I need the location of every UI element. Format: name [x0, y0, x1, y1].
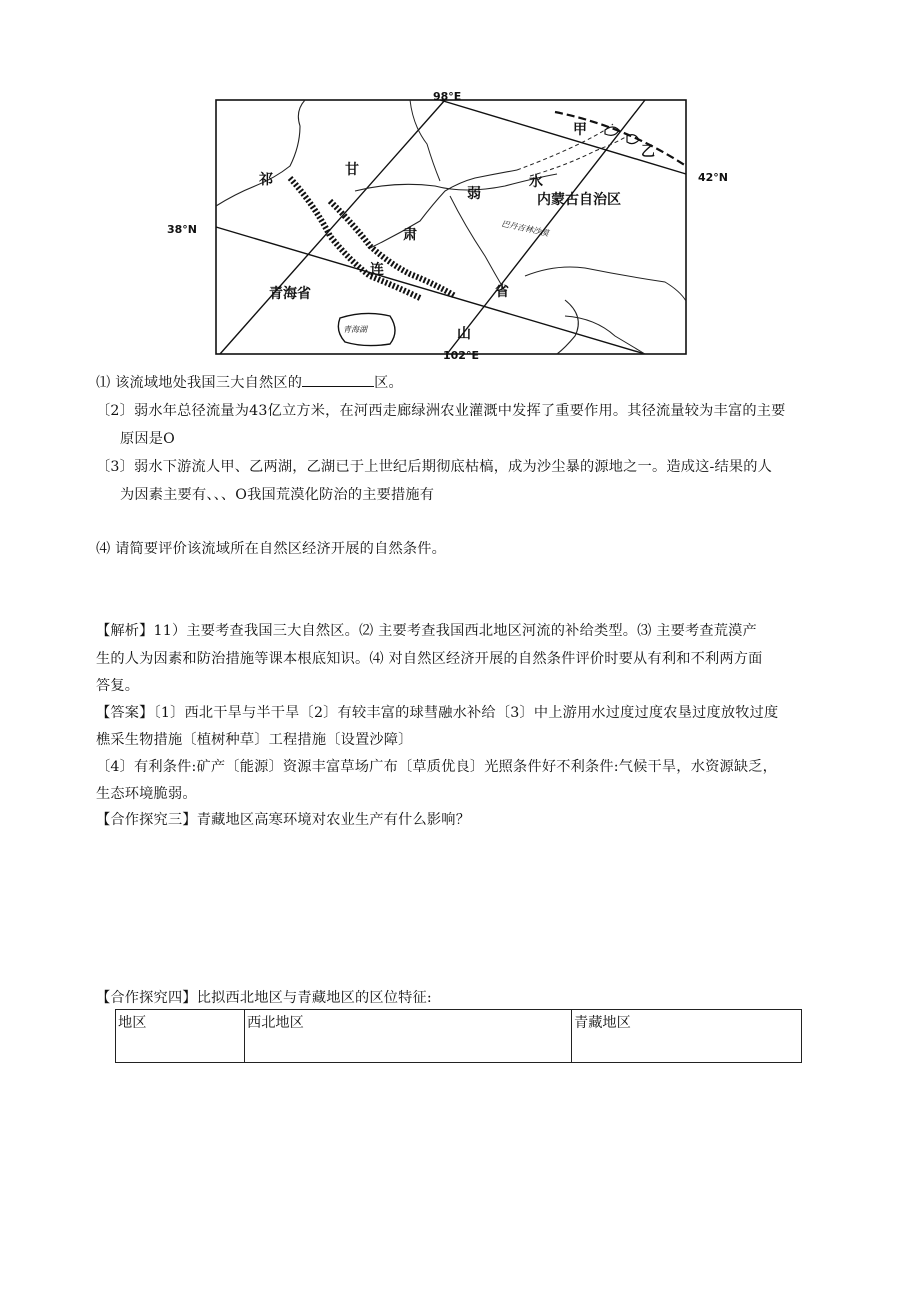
river-southeast-2 — [565, 316, 645, 354]
analysis-line-2: 生的人为因素和防治措施等课本根底知识。⑷ 对自然区经济开展的自然条件评价时要从有利和不利两方面 — [96, 651, 763, 667]
boundary-west — [216, 100, 305, 206]
explore-3: 【合作探究三】青藏地区高寒环境对农业生产有什么影响？ — [96, 812, 471, 828]
question-3-line-1: 〔3〕弱水下游流人甲、乙两湖，乙湖已于上世纪后期彻底枯槁，成为沙尘暴的源地之一。造成这-结果的人 — [96, 459, 773, 475]
qilian-mountain-band-1 — [290, 178, 420, 298]
label-ruo: 弱 — [467, 186, 481, 202]
label-42n: 42°N — [698, 171, 729, 184]
answer-line-4: 生态环境脆弱。 — [96, 786, 197, 802]
river-southeast — [557, 300, 578, 354]
label-gan: 甘 — [345, 162, 359, 178]
label-jia: 甲 — [573, 122, 587, 138]
label-shui: 水 — [529, 174, 543, 190]
table-header-qingzang: 青藏地区 — [572, 1010, 802, 1063]
answer-line-3: 〔4〕有利条件:矿产〔能源〕资源丰富草场广布〔草质优良〕光照条件好不利条件:气候干旱，水资源缺乏， — [96, 759, 778, 775]
explore-4: 【合作探究四】比拟西北地区与青藏地区的区位特征: — [96, 990, 432, 1006]
boundary-north — [410, 100, 440, 181]
label-badain-jaran: 巴丹吉林沙漠 — [500, 219, 550, 238]
label-inner-mongolia: 内蒙古自治区 — [537, 192, 621, 208]
qilian-mountain-band-2 — [330, 201, 455, 296]
ruoshui-river — [370, 170, 517, 248]
question-2-line-1: 〔2〕弱水年总径流量为43亿立方米，在河西走廊绿洲农业灌溉中发挥了重要作用。其径流量较为丰富的主要 — [96, 403, 786, 419]
label-su: 肃 — [403, 227, 417, 243]
question-4: ⑷ 请简要评价该流域所在自然区经济开展的自然条件。 — [96, 541, 447, 557]
table-row — [116, 1010, 802, 1063]
river-branch — [450, 196, 505, 291]
national-border — [555, 112, 686, 166]
boundary-east — [525, 267, 686, 301]
question-2-line-2: 原因是O — [120, 431, 175, 447]
label-38n: 38°N — [167, 223, 198, 236]
map-svg — [165, 86, 785, 362]
label-qi: 祁 — [259, 172, 273, 188]
label-102e: 102°E — [443, 349, 479, 362]
river-basin-map — [165, 86, 785, 362]
table-header-region: 地区 — [116, 1010, 245, 1063]
answer-line-2: 樵采生物措施〔植树种草〕工程措施〔设置沙障〕 — [96, 732, 413, 748]
label-shan: 山 — [457, 326, 471, 342]
boundary-gansu-mongolia — [355, 174, 557, 191]
comparison-table — [115, 1009, 802, 1063]
question-1 — [96, 369, 836, 397]
question-1-text: ⑴ 该流域地处我国三大自然区的 — [96, 375, 303, 391]
label-yi: 乙 — [641, 144, 655, 160]
parallel-42 — [440, 100, 686, 174]
label-98e: 98°E — [433, 90, 462, 103]
answer-blank[interactable] — [302, 372, 374, 387]
analysis-line-1: 【解析】11）主要考查我国三大自然区。⑵ 主要考查我国西北地区河流的补给类型。⑶ 主要考查荒漠产 — [96, 623, 757, 639]
label-qinghai: 青海省 — [269, 286, 311, 302]
table-header-northwest: 西北地区 — [245, 1010, 572, 1063]
label-sheng: 省 — [495, 284, 509, 300]
label-lian: 连 — [370, 262, 384, 278]
question-3-line-2: 为因素主要有、、、O我国荒漠化防治的主要措施有 — [120, 487, 435, 503]
analysis-line-3: 答复。 — [96, 678, 140, 694]
answer-line-1: 【答案】〔1〕西北干旱与半干旱〔2〕有较丰富的球彗融水补给〔3〕中上游用水过度过度农垦过度放牧过度 — [96, 705, 779, 721]
label-qinghai-lake: 青海湖 — [343, 325, 367, 334]
meridian-102 — [447, 100, 645, 354]
question-1-suffix: 区。 — [374, 375, 403, 391]
